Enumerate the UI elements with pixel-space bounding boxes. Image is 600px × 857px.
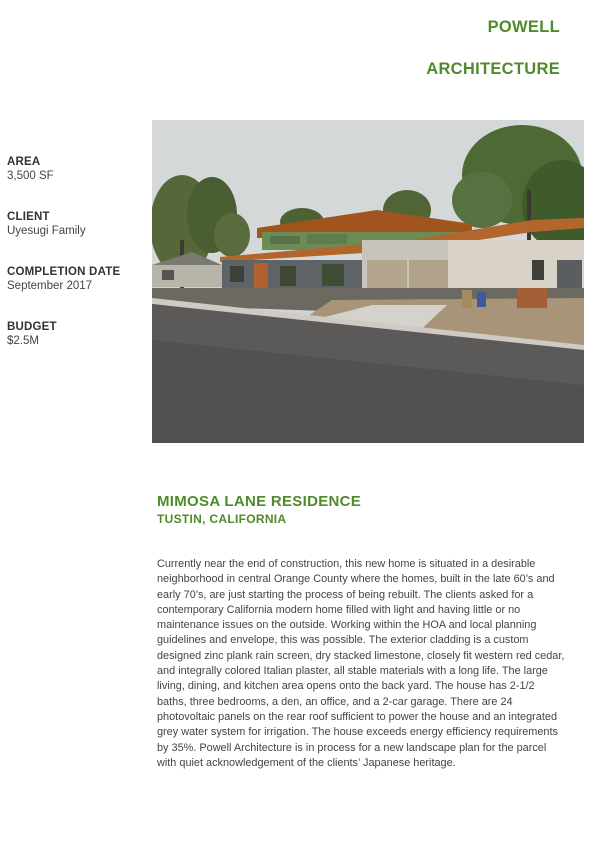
brand-line-2: ARCHITECTURE	[426, 60, 560, 78]
project-facts	[7, 155, 147, 375]
project-photo	[152, 120, 584, 443]
fact-area	[7, 155, 147, 184]
fact-budget	[7, 320, 147, 349]
fact-label: BUDGET	[7, 321, 57, 333]
bin	[477, 292, 486, 307]
fact-label: AREA	[7, 156, 41, 168]
fact-value: $2.5M	[7, 335, 39, 347]
fact-client	[7, 210, 147, 239]
project-location: TUSTIN, CALIFORNIA	[157, 512, 287, 526]
bin	[462, 290, 472, 308]
fact-label: COMPLETION DATE	[7, 266, 121, 278]
fact-label: CLIENT	[7, 211, 50, 223]
fact-completion-date	[7, 265, 147, 294]
project-description: Currently near the end of construction, this new home is situated in a desirable neighborhood in central Orange County where the homes, built in the late 60’s and early 70’s, are just starting the process of being rebuilt. The clients asked for a contemporary California modern home filled with light and having little or no maintenance issues on the outside. Working within the HOA and local planning guidelines and envelope, this was possible. The exterior cladding is a custom designed zinc plank rain screen, dry stacked limestone, closely fit western red cedar, and integrally colored Italian plaster, all stable materials with a long life. The large living, dining, and kitchen area opens onto the back yard. The house has 2-1/2 baths, three bedrooms, a den, an office, and a 2-car garage. There are 24 photovoltaic panels on the rear roof sufficient to power the house and an integrated grey water system for irrigation. The house exceeds energy efficiency requirements by 35%. Powell Architecture is in process for a new landscape plan for the parcel with quiet acknowledgement of the clients’ Japanese heritage.	[157, 558, 565, 769]
project-title: MIMOSA LANE RESIDENCE	[157, 493, 362, 510]
fence	[517, 288, 547, 308]
brand-line-1: POWELL	[487, 18, 560, 36]
fact-value: September 2017	[7, 280, 93, 292]
fact-value: Uyesugi Family	[7, 225, 86, 237]
brand-logo	[426, 17, 560, 80]
house-photo-illustration	[152, 120, 584, 443]
fact-value: 3,500 SF	[7, 170, 54, 182]
